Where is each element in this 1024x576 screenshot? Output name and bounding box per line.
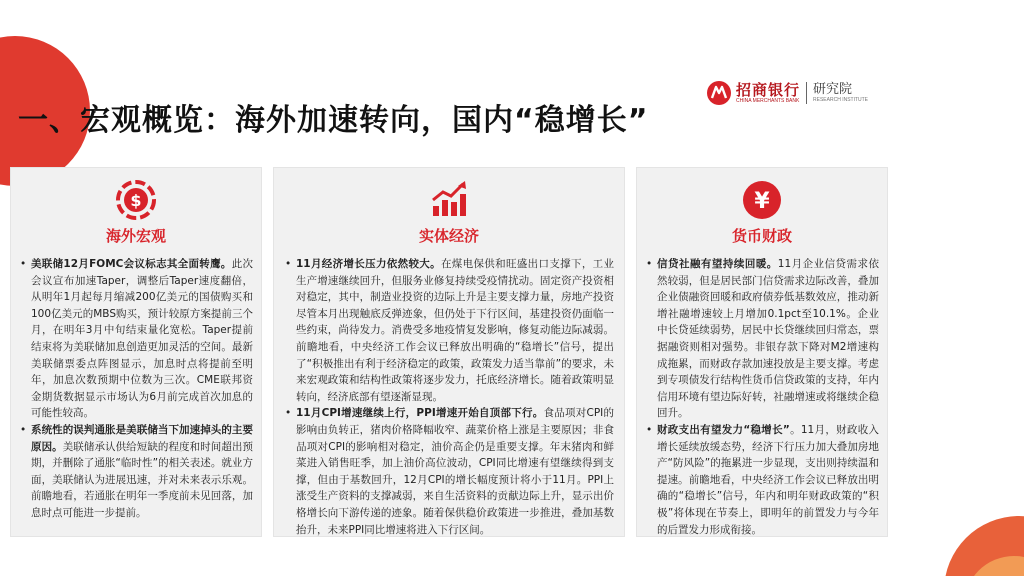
card-monetary-fiscal <box>636 167 888 537</box>
card-heading: 实体经济 <box>418 227 479 245</box>
paragraph-lead: 财政支出有望发力“稳增长” <box>657 423 790 436</box>
bullet-icon: • <box>285 258 292 270</box>
paragraph-lead: 美联储12月FOMC会议标志其全面转鹰。 <box>31 258 232 270</box>
yuan-circle-icon <box>740 178 784 222</box>
paragraph <box>19 422 253 522</box>
paragraph-text: 在煤电保供和旺盛出口支撑下，工业生产增速继续回升，但服务业修复持续受疫情扰动。固定资产投资相对稳定，其中，制造业投资的边际上升是主要支撑力量，房地产投资尽管本月出现触底反弹迹象，但仍处于下行区间，基建投资仍面临一些约束，尚待发力。消费受多地疫情复发影响，修复动能边际减弱。前瞻地看，中央经济工作会议已释放出明确的“稳增长”信号，提出了“积极推出有利于经济稳定的政策，政策发力适当靠前”的要求，未来宏观政策和结构性政策将逐步发力，托底经济增长。随着政策明显转向，经济底部有望逐渐显现。 <box>296 258 614 403</box>
card-body <box>284 256 614 538</box>
slide-title: 一、宏观概览：海外加速转向，国内“稳增长” <box>18 103 649 138</box>
card-overseas-macro <box>10 167 262 537</box>
svg-text:¥: ¥ <box>754 189 770 214</box>
bullet-icon: • <box>646 258 653 270</box>
paragraph <box>645 256 879 422</box>
logo-separator <box>806 82 807 104</box>
bullet-icon: • <box>20 423 27 436</box>
paragraph-lead: 11月CPI增速继续上行，PPI增速开始自顶部下行。 <box>296 407 544 420</box>
paragraph <box>19 256 253 422</box>
svg-text:$: $ <box>130 191 142 210</box>
paragraph-text: 食品项对CPI的影响由负转正，猪肉价格降幅收窄、蔬菜价格上涨是主要原因；非食品项对CPI的影响相对稳定，油价高企仍是重要支撑。年末猪肉和鲜菜进入销售旺季，加上油价高位波动，CPI同比增速有望继续得到支撑，但由于基数回升，12月CPI的增长幅度预计将小于11月。PPI上涨受生产资料的支撑减弱，来自生活资料的贡献边际上升，显示出价格增长向下游传递的迹象。随着保供稳价政策进一步推进，叠加基数抬升，未来PPI同比增速将进入下行区间。 <box>296 407 614 536</box>
paragraph-text: 此次会议宣布加速Taper，调整后Taper速度翻倍，从明年1月起每月缩减200亿美元的国债购买和100亿美元的MBS购买，预计较原方案提前三个月，在明年3月中旬结束量化宽松。Taper提前结束将为美联储加息创造更加灵活的空间。最新美联储票委点阵图显示，加息时点将提前至明年，加息次数预期中位数为三次。CME联邦资金期货数据显示市场认为6月前完成首次加息的可能性较高。 <box>31 258 254 420</box>
logo-institute-en: RESEARCH INSTITUTE <box>813 97 869 103</box>
paragraph-lead: 11月经济增长压力依然较大。 <box>296 258 441 270</box>
card-real-economy <box>273 167 625 537</box>
paragraph <box>645 422 879 538</box>
paragraph <box>284 405 614 538</box>
paragraph-text: 美联储承认供给短缺的程度和时间超出预期，并删除了通胀“临时性”的相关表述。就业方面，美联储认为进展迅速，并对未来表示乐观。前瞻地看，若通胀在明年一季度前未见回落，加息时点可能进一步提前。 <box>31 440 254 519</box>
bar-chart-rising-icon <box>427 178 471 222</box>
bullet-icon: • <box>646 423 653 436</box>
bullet-icon: • <box>285 407 292 420</box>
logo-name-cn: 招商银行 <box>736 80 801 99</box>
card-body <box>19 256 253 522</box>
paragraph <box>284 256 614 405</box>
card-heading: 货币财政 <box>731 227 792 245</box>
card-body <box>645 256 879 538</box>
bullet-icon: • <box>20 258 27 270</box>
dollar-circle-icon <box>114 178 158 222</box>
card-heading: 海外宏观 <box>105 227 166 245</box>
cmb-logo-icon <box>706 80 732 106</box>
logo-institute-cn: 研究院 <box>813 82 853 97</box>
paragraph-text: 。11月，财政收入增长延续放缓态势，经济下行压力加大叠加房地产“防风险”的拖累进一步显现，支出则持续温和提速。前瞻地看，中央经济工作会议已释放出明确的“稳增长”信号，年内和明年财政政策的“积极”将体现在节奏上，即明年的前置发力与今年的后置发力形成衔接。 <box>657 423 879 536</box>
paragraph-text: 11月企业信贷需求依然较弱，但是居民部门信贷需求边际改善，叠加企业债融资回暖和政府债券低基数效应，推动新增社融增速较上月增加0.1pct至10.1%。企业中长贷延续弱势，居民中长贷继续回归常态，票据融资则相对强势。非银存款下降对M2增速构成拖累，而财政存款加速投放是主要支撑。考虑到专项债发行结构性货币信贷政策的支持，年内信用环境有望边际好转，社融增速或将继续企稳回升。 <box>657 258 879 420</box>
paragraph-lead: 信贷社融有望持续回暖。 <box>657 258 778 270</box>
paragraph-lead: 系统性的误判通胀是美联储当下加速掉头的主要原因。 <box>31 423 253 453</box>
logo-name-en: CHINA MERCHANTS BANK <box>736 97 800 104</box>
bank-logo <box>706 78 868 108</box>
slide-title-bar <box>18 98 648 136</box>
